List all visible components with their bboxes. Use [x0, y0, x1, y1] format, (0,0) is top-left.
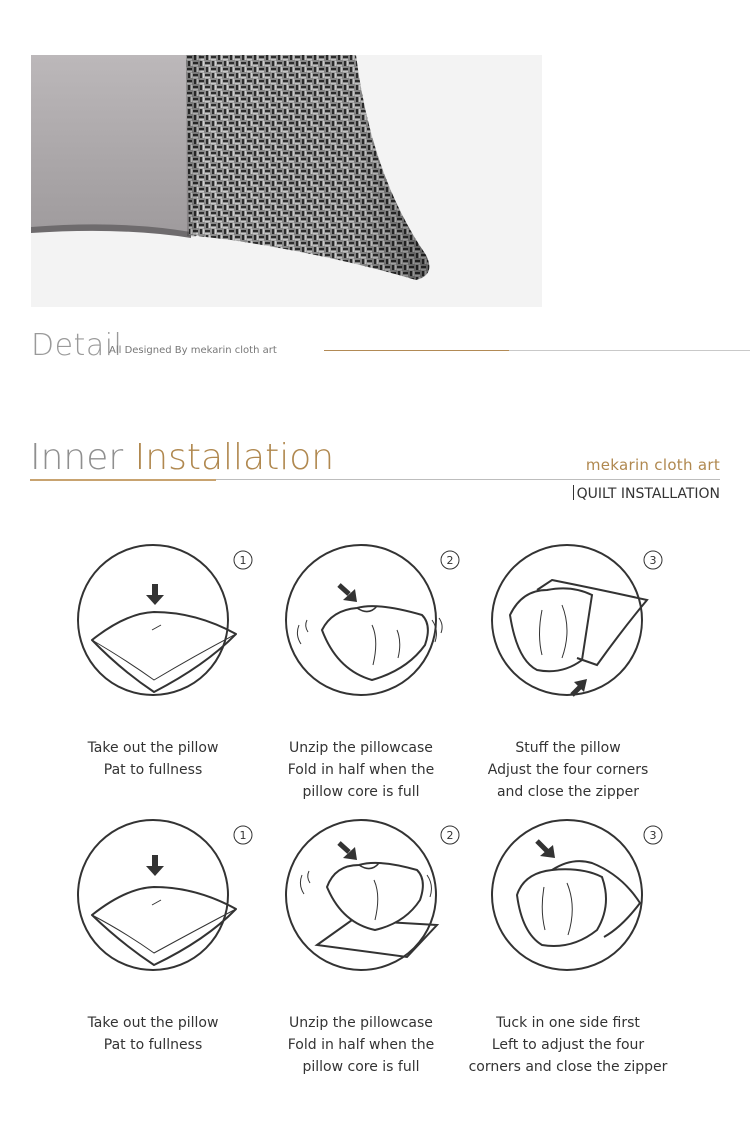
step-number: 1: [239, 554, 247, 567]
step-caption: [468, 737, 668, 803]
pillow-fold-icon: [277, 540, 477, 700]
caption-line: Left to adjust the four: [491, 1037, 645, 1053]
caption-line: Unzip the pillowcase: [289, 1015, 433, 1031]
caption-line: Pat to fullness: [103, 1037, 203, 1053]
step-caption: [468, 1012, 668, 1078]
underline-gray: [216, 479, 720, 480]
title-word-inner: Inner: [30, 437, 124, 478]
caption-line: Fold in half when the: [287, 762, 435, 778]
caption-line: Take out the pillow: [87, 740, 219, 756]
pillow-tuck-icon: [482, 815, 682, 975]
caption-line: Pat to fullness: [103, 762, 203, 778]
caption-line: corners and close the zipper: [468, 1059, 668, 1075]
step-number: 2: [446, 554, 454, 567]
inner-installation-title: [30, 438, 334, 478]
caption-line: Tuck in one side first: [496, 1015, 640, 1031]
step-number: 2: [446, 829, 454, 842]
brand-name: mekarin cloth art: [585, 456, 720, 474]
pillow-fold-on-case-icon: [277, 815, 477, 975]
step-number: 3: [649, 829, 657, 842]
section-label: [573, 485, 720, 502]
step-card: [468, 815, 682, 1085]
caption-line: Unzip the pillowcase: [289, 740, 433, 756]
step-card: [66, 540, 266, 790]
caption-line: pillow core is full: [302, 784, 420, 800]
caption-line: Fold in half when the: [287, 1037, 435, 1053]
caption-line: and close the zipper: [496, 784, 640, 800]
caption-line: Adjust the four corners: [487, 762, 649, 778]
step-number: 1: [239, 829, 247, 842]
underline-gold: [30, 479, 216, 481]
pillow-press-icon: [66, 540, 266, 700]
detail-title: Detail: [31, 328, 123, 363]
step-card: [66, 815, 266, 1065]
caption-line: Take out the pillow: [87, 1015, 219, 1031]
divider-gray: [509, 350, 750, 351]
pillow-press-icon: [66, 815, 266, 975]
step-caption: [53, 737, 253, 781]
step-caption: [261, 737, 461, 803]
step-card: [482, 540, 682, 810]
title-word-installation: Installation: [134, 437, 335, 478]
section-label-text: QUILT INSTALLATION: [576, 486, 720, 502]
detail-heading: [31, 328, 750, 368]
divider-gold: [324, 350, 509, 351]
step-caption: [53, 1012, 253, 1056]
caption-line: pillow core is full: [302, 1059, 420, 1075]
inner-installation-header: [30, 438, 720, 508]
step-card: [277, 815, 477, 1085]
step-caption: [261, 1012, 461, 1078]
pillow-stuff-icon: [482, 540, 682, 700]
caption-line: Stuff the pillow: [515, 740, 621, 756]
detail-subtitle: All Designed By mekarin cloth art: [109, 345, 277, 356]
step-number: 3: [649, 554, 657, 567]
step-card: [277, 540, 477, 810]
label-bar: [573, 485, 574, 500]
product-detail-photo: [31, 55, 542, 307]
